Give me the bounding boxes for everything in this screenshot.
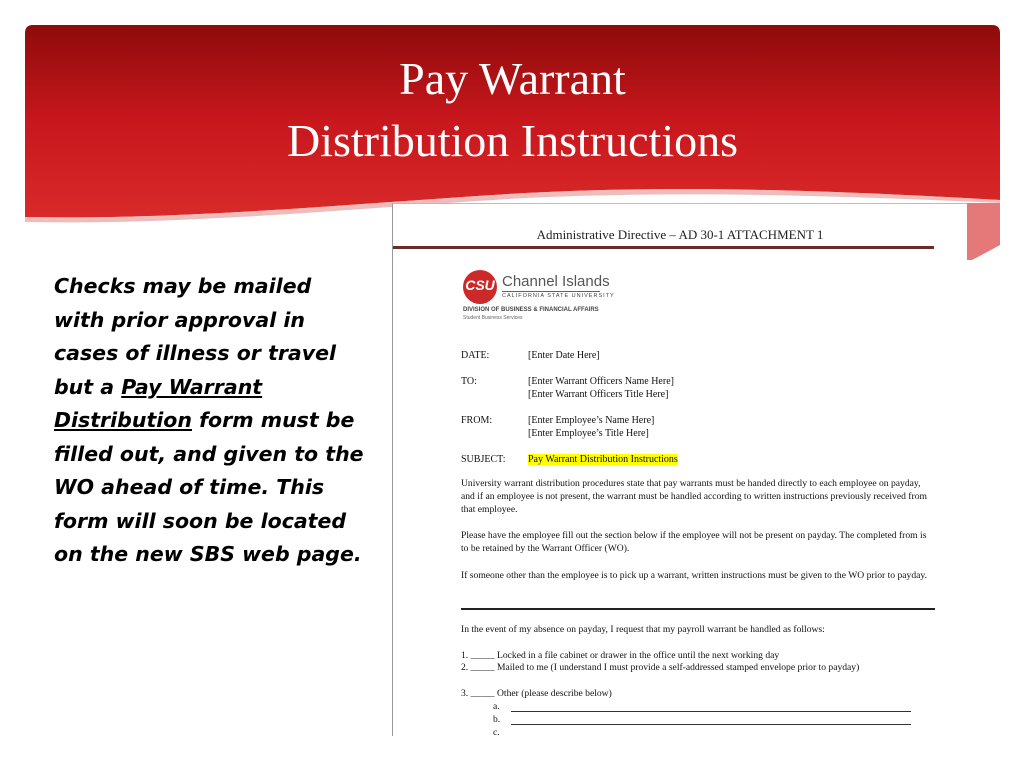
logo-division-sub: Student Business Services bbox=[463, 315, 523, 321]
slide-title bbox=[25, 48, 1000, 172]
subject-label: SUBJECT: bbox=[461, 454, 506, 465]
logo-sub: CALIFORNIA STATE UNIVERSITY bbox=[502, 293, 615, 299]
sub-c-label: c. bbox=[493, 727, 500, 736]
sub-b-line bbox=[511, 724, 911, 725]
subject-value: Pay Warrant Distribution Instructions bbox=[528, 454, 678, 465]
request-text: In the event of my absence on payday, I request that my payroll warrant be handled as follows: bbox=[461, 624, 825, 635]
body-paragraph bbox=[54, 270, 364, 572]
sub-a-line bbox=[511, 711, 911, 712]
body-text-end: form must be filled out, and given to the WO ahead of time. This form will soon be located on the new SBS web page. bbox=[54, 408, 364, 566]
date-label: DATE: bbox=[461, 350, 490, 361]
form-link[interactable]: Pay Warrant Distribution bbox=[54, 374, 263, 432]
section-separator bbox=[461, 608, 935, 610]
logo-name: Channel Islands bbox=[502, 273, 610, 290]
csu-logo-icon bbox=[463, 270, 497, 304]
option-1: 1. _____ Locked in a file cabinet or drawer in the office until the next working day bbox=[461, 650, 780, 661]
title-line-1: Pay Warrant bbox=[399, 53, 626, 104]
logo-divider bbox=[502, 291, 600, 292]
sub-b-label: b. bbox=[493, 714, 501, 725]
logo-division: DIVISION OF BUSINESS & FINANCIAL AFFAIRS bbox=[463, 307, 599, 313]
doc-header-rule bbox=[393, 246, 934, 249]
sub-a-label: a. bbox=[493, 701, 500, 712]
logo-mark: CSU bbox=[465, 277, 495, 293]
to-title: [Enter Warrant Officers Title Here] bbox=[528, 389, 669, 400]
option-3: 3. _____ Other (please describe below) bbox=[461, 688, 612, 699]
from-title: [Enter Employee’s Title Here] bbox=[528, 428, 649, 439]
option-2: 2. _____ Mailed to me (I understand I must provide a self-addressed stamped envelope prior to payday) bbox=[461, 662, 860, 673]
from-label: FROM: bbox=[461, 415, 493, 426]
para-procedures: University warrant distribution procedures state that pay warrants must be handed directly to each employee on payday, and if an employee is not present, the warrant must be handled according to written instructions previously received from that employee. bbox=[461, 478, 927, 515]
body-text-start: Checks may be mailed with prior approval in cases of illness or travel but a bbox=[54, 274, 337, 399]
to-label: TO: bbox=[461, 376, 477, 387]
to-name: [Enter Warrant Officers Name Here] bbox=[528, 376, 674, 387]
para-pickup: If someone other than the employee is to pick up a warrant, written instructions must be given to the WO prior to payday. bbox=[461, 570, 927, 581]
document-image bbox=[392, 203, 967, 736]
doc-header: Administrative Directive – AD 30-1 ATTACHMENT 1 bbox=[536, 227, 824, 242]
date-value: [Enter Date Here] bbox=[528, 350, 600, 361]
para-instructions: Please have the employee fill out the section below if the employee will not be present on payday. The completed from is to be retained by the Warrant Officer (WO). bbox=[461, 530, 927, 554]
from-name: [Enter Employee’s Name Here] bbox=[528, 415, 655, 426]
title-line-2: Distribution Instructions bbox=[286, 115, 739, 166]
